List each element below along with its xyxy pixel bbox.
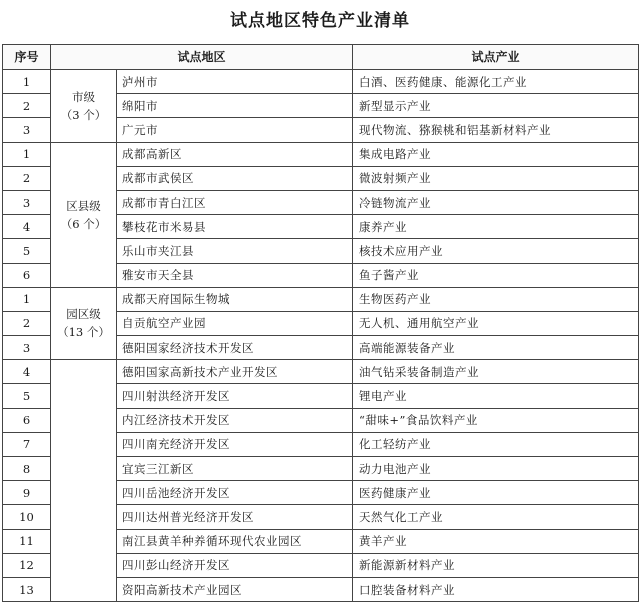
pilot-industry: 鱼子酱产业	[353, 263, 639, 287]
header-no: 序号	[3, 45, 51, 70]
pilot-industry: 新能源新材料产业	[353, 553, 639, 577]
pilot-area: 泸州市	[117, 70, 353, 94]
pilot-area: 南江县黄羊种养循环现代农业园区	[117, 529, 353, 553]
row-number: 10	[3, 505, 51, 529]
table-row	[3, 142, 639, 166]
group-count-label: （3 个）	[60, 107, 107, 122]
pilot-industry: 天然气化工产业	[353, 505, 639, 529]
group-cell	[51, 360, 117, 602]
pilot-industry: 动力电池产业	[353, 457, 639, 481]
row-number: 1	[3, 70, 51, 94]
group-level-label: 区县级	[66, 198, 101, 213]
pilot-area: 德阳国家高新技术产业开发区	[117, 360, 353, 384]
pilot-industry: 核技术应用产业	[353, 239, 639, 263]
row-number: 1	[3, 287, 51, 311]
pilot-area: 四川南充经济开发区	[117, 432, 353, 456]
pilot-area: 四川射洪经济开发区	[117, 384, 353, 408]
row-number: 2	[3, 94, 51, 118]
industry-table	[2, 44, 639, 602]
pilot-area: 绵阳市	[117, 94, 353, 118]
group-cell	[51, 70, 117, 143]
group-cell	[51, 287, 117, 360]
row-number: 5	[3, 384, 51, 408]
pilot-area: 资阳高新技术产业园区	[117, 577, 353, 601]
group-cell	[51, 142, 117, 287]
row-number: 11	[3, 529, 51, 553]
row-number: 7	[3, 432, 51, 456]
pilot-industry: 医药健康产业	[353, 481, 639, 505]
pilot-area: 广元市	[117, 118, 353, 142]
row-number: 3	[3, 336, 51, 360]
pilot-industry: 锂电产业	[353, 384, 639, 408]
pilot-area: 攀枝花市米易县	[117, 215, 353, 239]
pilot-area: 乐山市夹江县	[117, 239, 353, 263]
row-number: 2	[3, 311, 51, 335]
pilot-area: 德阳国家经济技术开发区	[117, 336, 353, 360]
pilot-industry: 化工轻纺产业	[353, 432, 639, 456]
pilot-area: 雅安市天全县	[117, 263, 353, 287]
page-title: 试点地区特色产业清单	[230, 11, 410, 31]
pilot-industry: 无人机、通用航空产业	[353, 311, 639, 335]
row-number: 2	[3, 166, 51, 190]
row-number: 13	[3, 577, 51, 601]
table-row	[3, 360, 639, 384]
pilot-industry: “甜味+”食品饮料产业	[353, 408, 639, 432]
pilot-area: 四川彭山经济开发区	[117, 553, 353, 577]
pilot-industry: 微波射频产业	[353, 166, 639, 190]
pilot-area: 成都市青白江区	[117, 190, 353, 214]
row-number: 6	[3, 408, 51, 432]
pilot-industry: 高端能源装备产业	[353, 336, 639, 360]
row-number: 12	[3, 553, 51, 577]
pilot-area: 成都天府国际生物城	[117, 287, 353, 311]
pilot-area: 内江经济技术开发区	[117, 408, 353, 432]
pilot-industry: 生物医药产业	[353, 287, 639, 311]
pilot-area: 成都市武侯区	[117, 166, 353, 190]
row-number: 8	[3, 457, 51, 481]
row-number: 6	[3, 263, 51, 287]
row-number: 4	[3, 215, 51, 239]
pilot-industry: 集成电路产业	[353, 142, 639, 166]
table-row	[3, 287, 639, 311]
header-area: 试点地区	[51, 45, 353, 70]
pilot-area: 成都高新区	[117, 142, 353, 166]
pilot-area: 四川达州普光经济开发区	[117, 505, 353, 529]
pilot-area: 自贡航空产业园	[117, 311, 353, 335]
row-number: 3	[3, 190, 51, 214]
pilot-industry: 黄羊产业	[353, 529, 639, 553]
group-level-label: 园区级	[66, 307, 101, 322]
header-industry: 试点产业	[353, 45, 639, 70]
pilot-industry: 油气钻采装备制造产业	[353, 360, 639, 384]
pilot-industry: 白酒、医药健康、能源化工产业	[353, 70, 639, 94]
pilot-area: 宜宾三江新区	[117, 457, 353, 481]
table-row	[3, 70, 639, 94]
group-level-label: 市级	[72, 89, 95, 104]
group-count-label: （13 个）	[57, 325, 110, 340]
row-number: 1	[3, 142, 51, 166]
pilot-industry: 冷链物流产业	[353, 190, 639, 214]
row-number: 5	[3, 239, 51, 263]
pilot-industry: 新型显示产业	[353, 94, 639, 118]
pilot-industry: 康养产业	[353, 215, 639, 239]
pilot-industry: 现代物流、猕猴桃和铝基新材料产业	[353, 118, 639, 142]
pilot-area: 四川岳池经济开发区	[117, 481, 353, 505]
row-number: 9	[3, 481, 51, 505]
table-header-row	[3, 45, 639, 70]
group-count-label: （6 个）	[60, 216, 107, 231]
pilot-industry: 口腔装备材料产业	[353, 577, 639, 601]
row-number: 4	[3, 360, 51, 384]
row-number: 3	[3, 118, 51, 142]
